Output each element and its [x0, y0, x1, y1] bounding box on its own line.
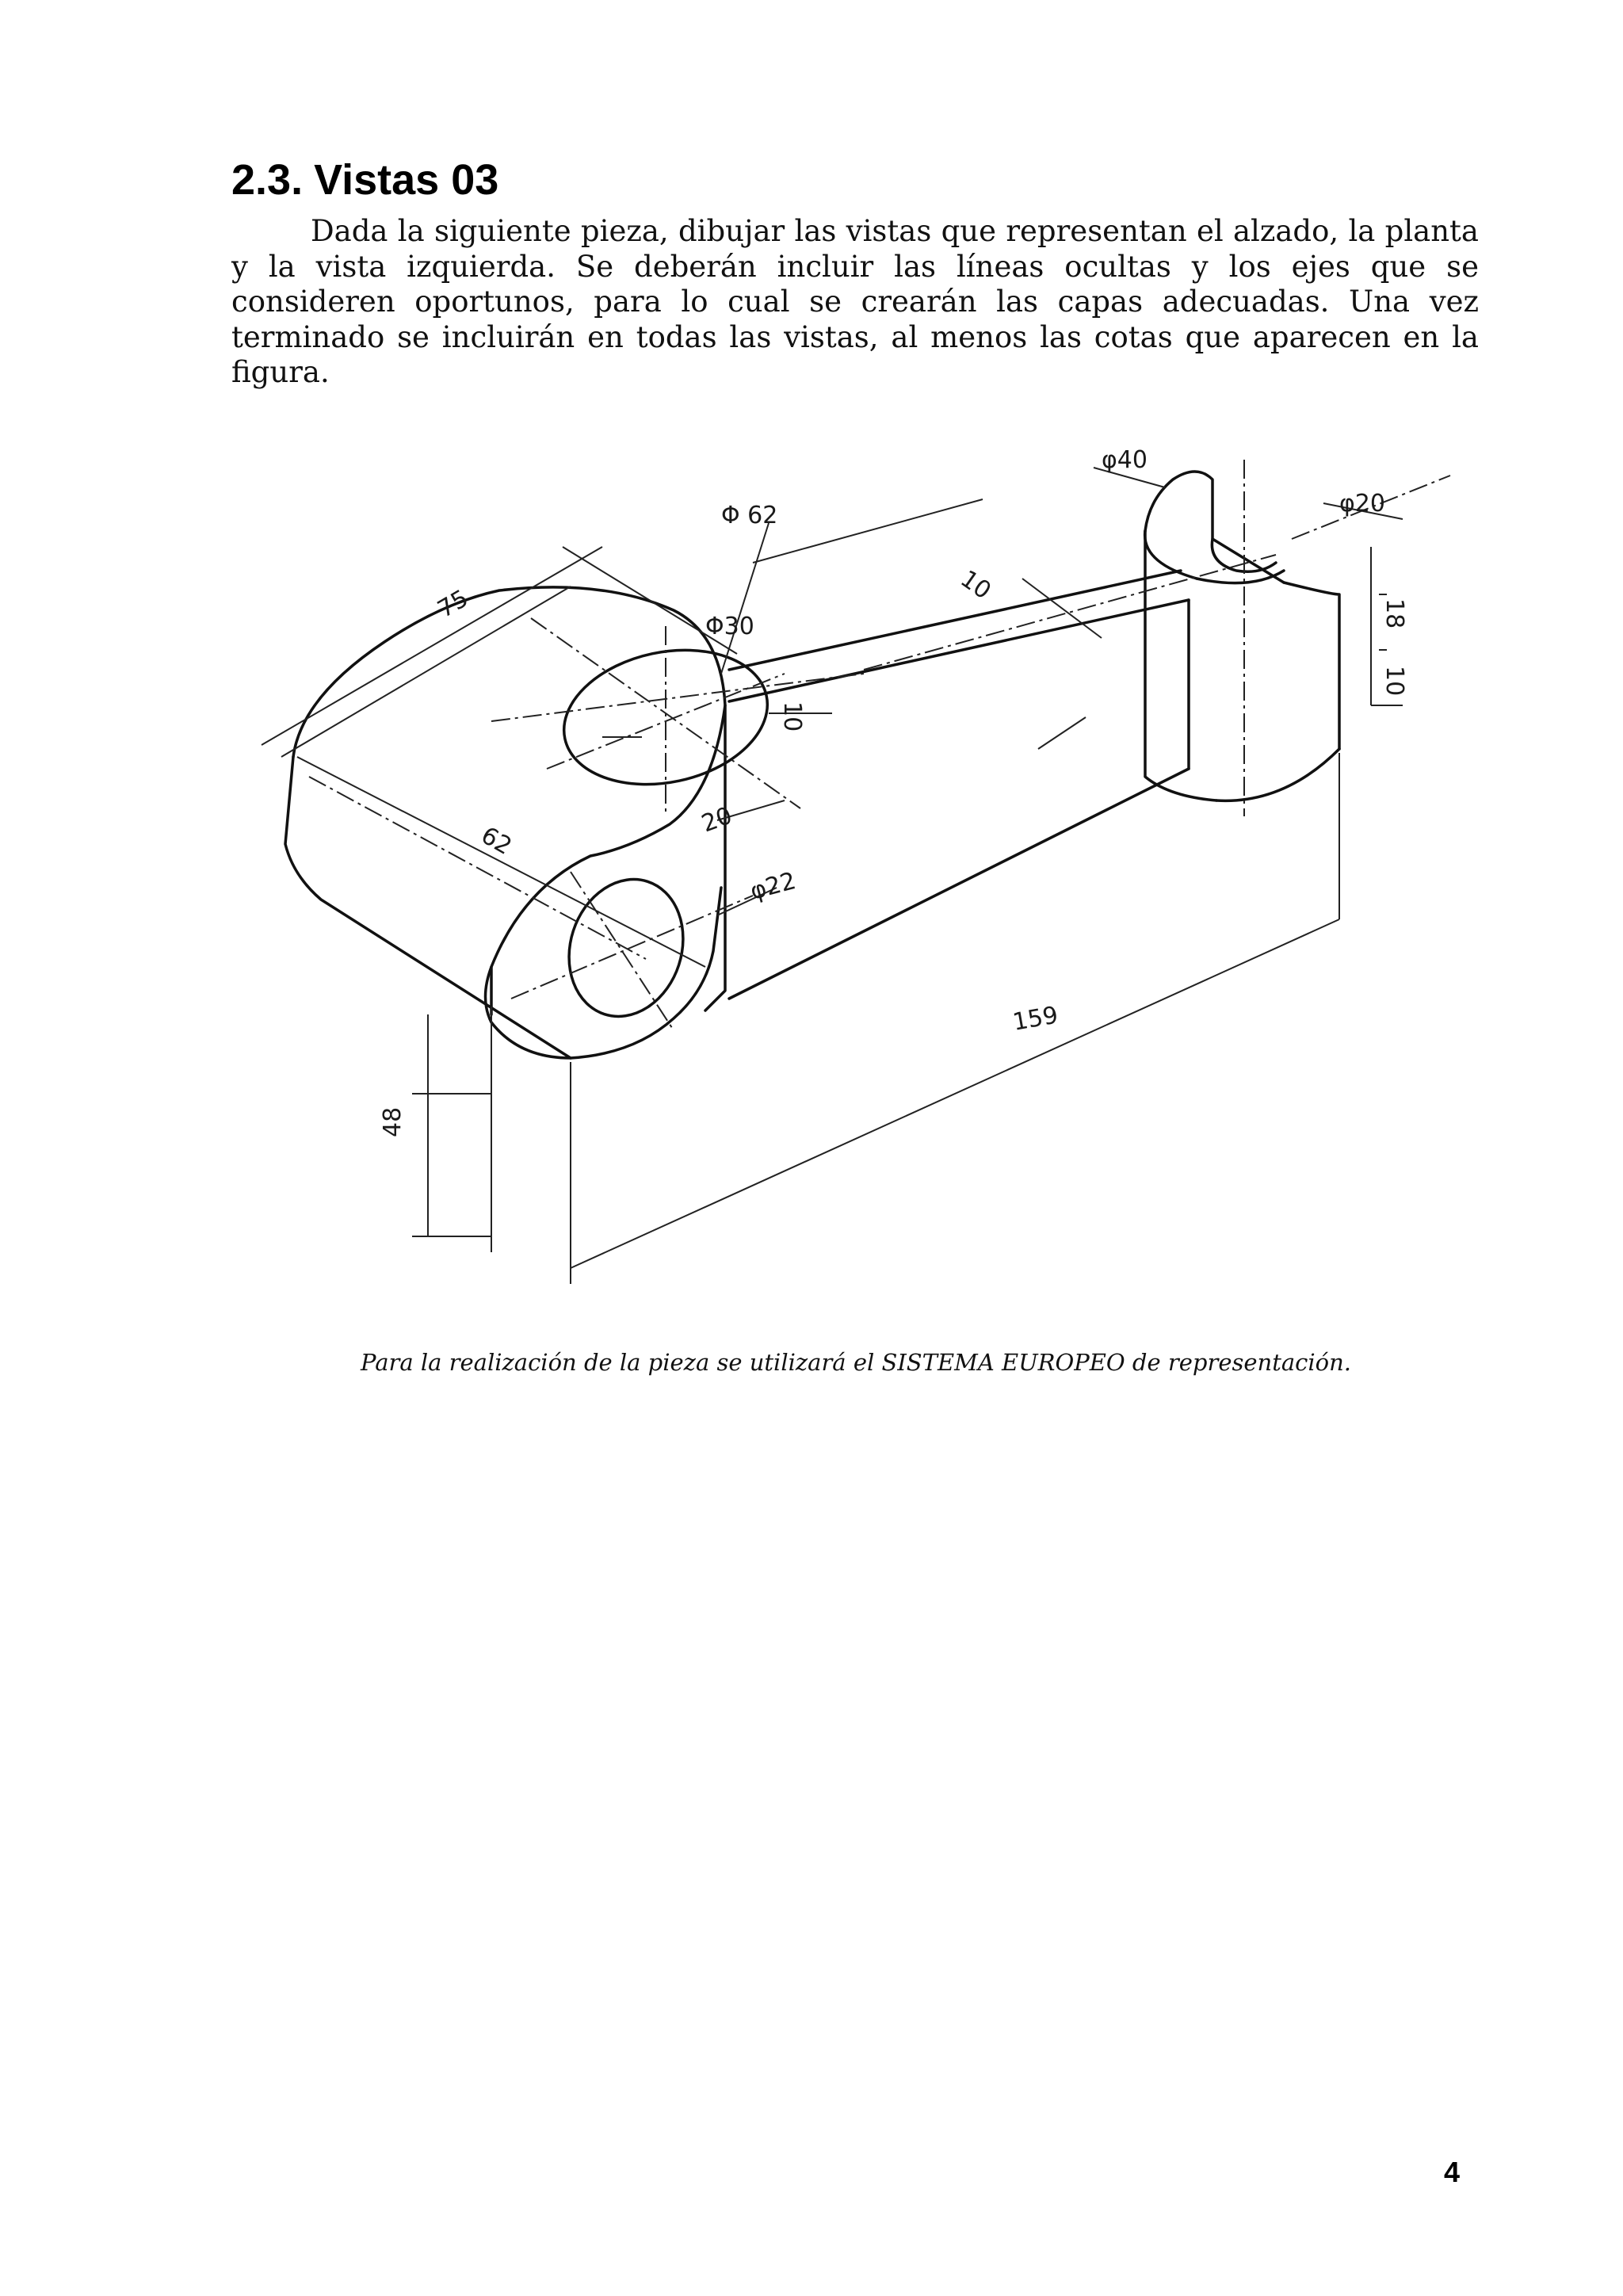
dim-10-top-label: 10: [955, 564, 996, 606]
dim-10-right-label: 10: [1381, 666, 1408, 697]
centre-lines: [309, 460, 1450, 1030]
figure-caption: Para la realización de la pieza se utilizará el SISTEMA EUROPEO de representación.: [360, 1349, 1352, 1376]
section-heading: [231, 155, 498, 204]
dim-159-label: 159: [1010, 1001, 1060, 1037]
dim-phi22-label: φ22: [747, 866, 800, 906]
dim-75-label: 75: [433, 584, 474, 624]
dim-20-label: 20: [697, 801, 736, 839]
object-outline: [285, 472, 1339, 1058]
dim-phi20-label: φ20: [1339, 490, 1385, 518]
dim-phi30-label: Φ30: [705, 613, 754, 640]
dim-62-label: 62: [476, 821, 517, 861]
technical-drawing-svg: [230, 444, 1482, 1316]
exercise-description: Dada la siguiente pieza, dibujar las vistas que representan el alzado, la planta y la vista izquierda. Se deberán incluir las líneas ocultas y los ejes que se consideren oportunos, para lo cual se crearán las capas adecuadas. Una vez terminado se incluirán en todas las vistas, al menos las cotas que aparecen en la figura.: [231, 214, 1479, 389]
page-number: 4: [1444, 2156, 1461, 2188]
section-title: Vistas 03: [314, 156, 499, 204]
dim-phi40-label: φ40: [1102, 446, 1148, 474]
dim-18-label: 18: [1381, 598, 1408, 629]
dimension-lines: [262, 468, 1403, 1284]
isometric-drawing: [230, 444, 1482, 1316]
dim-10-hole-label: 10: [778, 701, 806, 732]
dim-phi62-label: Φ 62: [721, 502, 778, 529]
dim-48-label: 48: [379, 1106, 407, 1137]
section-number: 2.3.: [231, 156, 304, 204]
